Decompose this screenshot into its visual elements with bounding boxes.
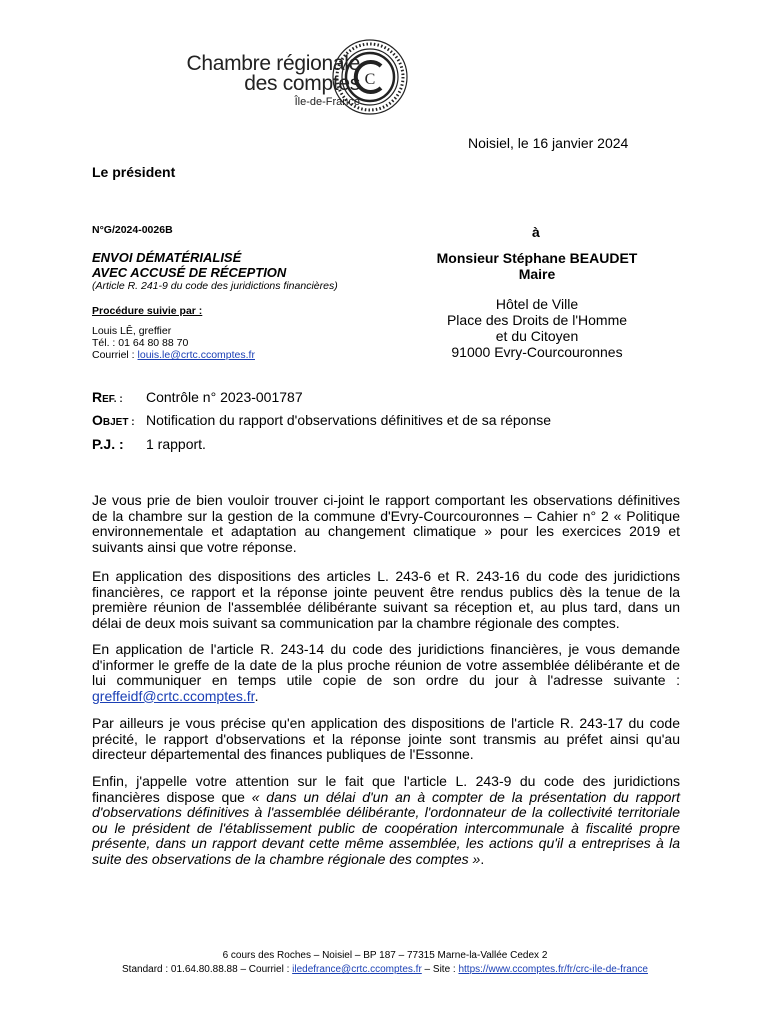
pj-value: 1 rapport. — [146, 436, 206, 452]
contact-email-link[interactable]: louis.le@crtc.ccomptes.fr — [137, 349, 255, 361]
procedure-label: Procédure suivie par : — [92, 305, 203, 317]
body-paragraph-1: Je vous prie de bien vouloir trouver ci-joint le rapport comportant les observations définitives de la chambre sur la gestion de la commune d'Evry-Courcouronnes – Cahier n° 2 « Politique environnementale et adaptation au changement climatique » pour les exercices 2019 et suivants ainsi que votre réponse. — [92, 492, 680, 555]
objet-label: OBJET : — [92, 412, 135, 428]
contact-name: Louis LÊ, greffier — [92, 325, 172, 337]
objet-row — [92, 412, 552, 428]
ref-label: REF. : — [92, 389, 123, 405]
footer-address: 6 cours des Roches – Noisiel – BP 187 – 77315 Marne-la-Vallée Cedex 2 — [222, 950, 548, 961]
contact-block — [92, 325, 255, 361]
address-line3: et du Citoyen — [495, 328, 579, 344]
sender-title: Le président — [92, 164, 176, 180]
legal-quote: « dans un délai d'un an à compter de la présentation du rapport d'observations définitives à l'assemblée délibérante, l'ordonnateur de la collectivité territoriale ou le président de l'établissement public de coopération intercommunale à fiscalité propre présente, dans un rapport devant cette même assemblée, les actions qu'il a entreprises à la suite des observations de la chambre régionale des comptes » — [92, 788, 680, 867]
recipient-name: Monsieur Stéphane BEAUDET — [436, 250, 638, 266]
contact-email-label: Courriel : — [92, 349, 138, 361]
contact-email-row — [92, 349, 255, 361]
delivery-mode — [92, 250, 286, 280]
pj-row — [92, 436, 206, 452]
body-paragraph-4: Par ailleurs je vous précise qu'en application des dispositions de l'article R. 243-17 du code précité, le rapport d'observations et la réponse jointe sont transmis au préfet ainsi qu'au directeur départemental des finances publiques de l'Essonne. — [92, 715, 680, 763]
body-paragraph-5: Enfin, j'appelle votre attention sur le fait que l'article L. 243-9 du code des juridictions financières dispose que « dans un délai d'un an à compter de la présentation du rapport d'observations définitives à l'assemblée délibérante, l'ordonnateur de la collectivité territoriale ou le président de l'établissement public de coopération intercommunale à fiscalité propre présente, dans un rapport devant cette même assemblée, les actions qu'il a entreprises à la suite des observations de la chambre régionale des comptes ». — [92, 773, 680, 867]
org-name-line1: Chambre régionale — [186, 52, 360, 75]
address-line4: 91000 Evry-Courcouronnes — [451, 344, 623, 360]
pj-label: P.J. : — [92, 436, 124, 452]
address-line2: Place des Droits de l'Homme — [446, 312, 628, 328]
recipient-title: Maire — [518, 266, 556, 282]
address-line1: Hôtel de Ville — [495, 296, 579, 312]
court-seal-logo — [331, 38, 409, 116]
ref-value: Contrôle n° 2023-001787 — [146, 389, 303, 405]
footer-site-link[interactable]: https://www.ccomptes.fr/fr/crc-ile-de-france — [458, 964, 648, 975]
to-word: à — [532, 224, 540, 240]
org-region: Île-de-France — [294, 96, 360, 108]
contact-phone: Tél. : 01 64 80 88 70 — [92, 337, 189, 349]
article-reference: (Article R. 241-9 du code des juridictions financières) — [92, 280, 338, 292]
reference-number: N°G/2024-0026B — [92, 224, 173, 236]
recipient-address — [412, 296, 662, 360]
ref-row — [92, 389, 303, 405]
svg-text:C: C — [364, 71, 376, 88]
delivery-mode-line2: AVEC ACCUSÉ DE RÉCEPTION — [92, 265, 287, 280]
recipient-block — [412, 250, 662, 282]
org-name-line2: des comptes — [244, 72, 360, 95]
delivery-mode-line1: ENVOI DÉMATÉRIALISÉ — [92, 250, 242, 265]
greffe-email-link[interactable]: greffeidf@crtc.ccomptes.fr — [92, 687, 255, 704]
objet-value: Notification du rapport d'observations définitives et de sa réponse — [146, 412, 552, 428]
body-paragraph-2: En application des dispositions des articles L. 243-6 et R. 243-16 du code des juridictions financières, ce rapport et la réponse jointe peuvent être rendus publics dès la tenue de la première réunion de l'assemblée délibérante suivant sa réception et, au plus tard, dans un délai de deux mois suivant sa communication par la chambre régionale des comptes. — [92, 568, 680, 631]
body-paragraph-3: En application de l'article R. 243-14 du code des juridictions financières, je vous demande d'informer le greffe de la date de la plus proche réunion de votre assemblée délibérante et de lui communiquer en temps utile copie de son ordre du jour à l'adresse suivante : greffeidf@crtc.ccomptes.fr. — [92, 641, 680, 704]
footer-email-link[interactable]: iledefrance@crtc.ccomptes.fr — [292, 964, 422, 975]
footer-contact: Standard : 01.64.80.88.88 – Courriel : iledefrance@crtc.ccomptes.fr – Site : https://www.ccomptes.fr/fr/crc-ile-de-france — [122, 964, 648, 975]
letter-date: Noisiel, le 16 janvier 2024 — [468, 135, 629, 151]
